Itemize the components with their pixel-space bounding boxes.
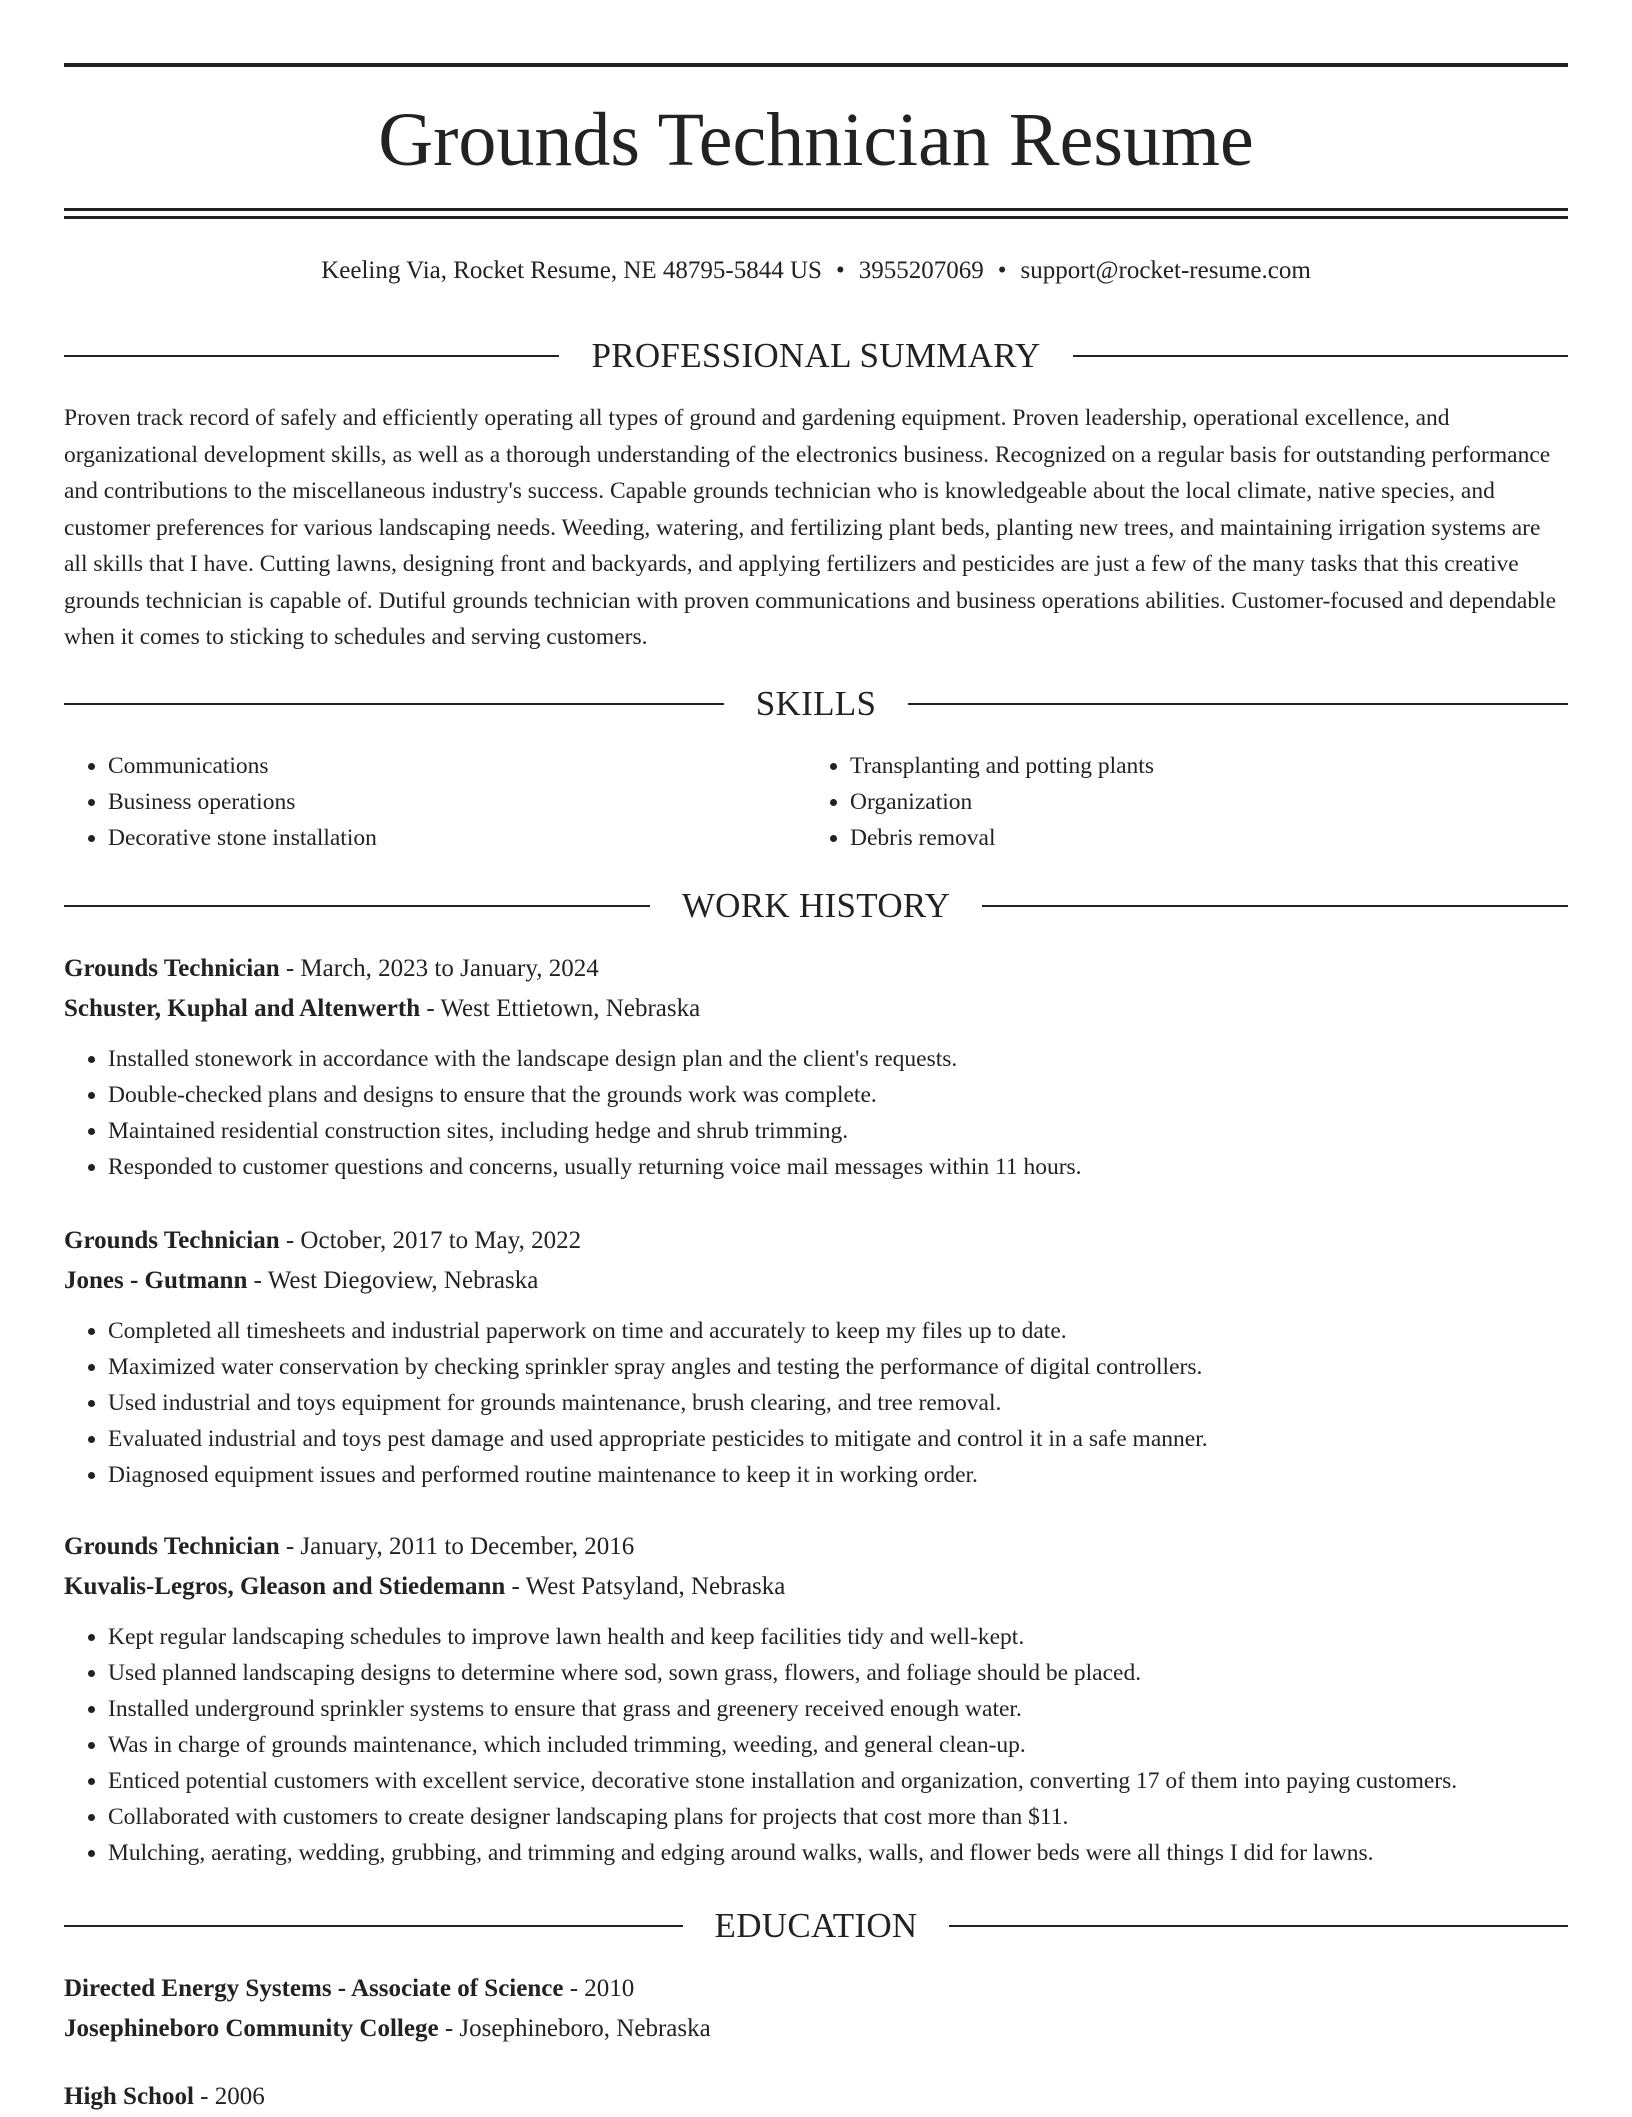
- summary-text: Proven track record of safely and efficiently operating all types of ground and gardening equipment. Proven leadership, operational excellence, and organizational development skills, as well as a thorough understanding of the electronics business. Recognized on a regular basis for outstanding performance and contributions to the miscellaneous industry's success. Capable grounds technician who is knowledgeable about the local climate, native species, and customer preferences for various landscaping needs. Weeding, watering, and fertilizing plant beds, planting new trees, and maintaining irrigation systems are all skills that I have. Cutting lawns, designing front and backyards, and applying fertilizers and pesticides are just a few of the many tasks that this creative grounds technician is capable of. Dutiful grounds technician with proven communications and business operations abilities. Customer-focused and dependable when it comes to sticking to schedules and serving customers.: [64, 405, 1557, 650]
- job-bullets: [64, 1313, 1568, 1493]
- job-company: Jones - Gutmann: [64, 1267, 248, 1294]
- resume-title: Grounds Technician Resume: [378, 98, 1254, 182]
- job-entry: [64, 949, 1568, 1185]
- job-entry: [64, 1221, 1568, 1493]
- section-rule-left: [64, 1925, 683, 1927]
- contact-separator: •: [997, 257, 1007, 284]
- job-bullet: • Installed underground sprinkler systems to ensure that grass and greenery received enough water.: [108, 1691, 1568, 1727]
- skill-item: • Communications: [108, 748, 806, 784]
- skill-item: • Decorative stone installation: [108, 820, 806, 856]
- contact-separator: •: [835, 257, 845, 284]
- section-title: EDUCATION: [714, 1906, 918, 1945]
- job-title-line: [64, 1527, 1568, 1567]
- contact-email: support@rocket-resume.com: [1020, 257, 1311, 284]
- job-bullet: • Was in charge of grounds maintenance, which included trimming, weeding, and general clean-up.: [108, 1727, 1568, 1763]
- job-bullet: • Enticed potential customers with excellent service, decorative stone installation and organization, converting 17 of them into paying customers.: [108, 1763, 1568, 1799]
- contact-address: Keeling Via, Rocket Resume, NE 48795-5844 US: [321, 257, 822, 284]
- education-degree-line: [64, 1969, 1568, 2009]
- job-bullet: • Kept regular landscaping schedules to improve lawn health and keep facilities tidy and well-kept.: [108, 1619, 1568, 1655]
- job-bullet: • Double-checked plans and designs to ensure that the grounds work was complete.: [108, 1077, 1568, 1113]
- job-location: - West Ettietown, Nebraska: [420, 995, 701, 1022]
- job-company: Kuvalis-Legros, Gleason and Stiedemann: [64, 1573, 506, 1600]
- section-header-education: [64, 1904, 1568, 1948]
- education-entry: [64, 2077, 1568, 2117]
- education-degree: Directed Energy Systems - Associate of Science: [64, 1975, 564, 2002]
- skill-item: • Transplanting and potting plants: [850, 748, 1568, 784]
- education-school: Josephineboro Community College: [64, 2015, 439, 2042]
- job-bullet: • Installed stonework in accordance with the landscape design plan and the client's requests.: [108, 1041, 1568, 1077]
- job-company: Schuster, Kuphal and Altenwerth: [64, 995, 421, 1022]
- section-rule-right: [908, 703, 1568, 705]
- education-year: - 2006: [193, 2083, 265, 2110]
- contact-phone: 3955207069: [858, 257, 984, 284]
- contact-line: [64, 254, 1568, 288]
- job-bullet: • Diagnosed equipment issues and performed routine maintenance to keep it in working order.: [108, 1457, 1568, 1493]
- job-company-line: [64, 1567, 1568, 1607]
- section-title: SKILLS: [755, 684, 877, 723]
- job-location: - West Diegoview, Nebraska: [247, 1267, 539, 1294]
- skills-column-left: [64, 748, 806, 856]
- job-bullet: • Used industrial and toys equipment for grounds maintenance, brush clearing, and tree removal.: [108, 1385, 1568, 1421]
- education-school-line: [64, 2009, 1568, 2049]
- job-bullet: • Completed all timesheets and industrial paperwork on time and accurately to keep my files up to date.: [108, 1313, 1568, 1349]
- title-rule-upper: [64, 208, 1568, 211]
- job-title-line: [64, 1221, 1568, 1261]
- job-bullets: [64, 1619, 1568, 1871]
- job-bullet: • Mulching, aerating, wedding, grubbing, and trimming and edging around walks, walls, and flower beds were all things I did for lawns.: [108, 1835, 1568, 1871]
- section-header-summary: [64, 334, 1568, 378]
- job-bullet: • Responded to customer questions and concerns, usually returning voice mail messages within 11 hours.: [108, 1149, 1568, 1185]
- job-dates: - March, 2023 to January, 2024: [279, 955, 599, 982]
- job-bullet: • Maximized water conservation by checking sprinkler spray angles and testing the performance of digital controllers.: [108, 1349, 1568, 1385]
- skills-column-right: [806, 748, 1568, 856]
- section-header-skills: [64, 682, 1568, 726]
- title-rule-lower: [64, 216, 1568, 219]
- skill-item: • Debris removal: [850, 820, 1568, 856]
- job-title: Grounds Technician: [64, 1227, 280, 1254]
- section-title: PROFESSIONAL SUMMARY: [591, 336, 1041, 375]
- skills-list: [64, 748, 1568, 856]
- job-title: Grounds Technician: [64, 955, 280, 982]
- job-dates: - January, 2011 to December, 2016: [279, 1533, 635, 1560]
- section-rule-right: [1073, 355, 1568, 357]
- skill-item: • Business operations: [108, 784, 806, 820]
- section-rule-left: [64, 355, 559, 357]
- top-rule: [64, 63, 1568, 67]
- job-company-line: [64, 989, 1568, 1029]
- education-degree: High School: [64, 2083, 194, 2110]
- education-entry: [64, 1969, 1568, 2049]
- job-bullet: • Evaluated industrial and toys pest damage and used appropriate pesticides to mitigate and control it in a safe manner.: [108, 1421, 1568, 1457]
- education-location: - Josephineboro, Nebraska: [438, 2015, 711, 2042]
- education-year: - 2010: [563, 1975, 635, 2002]
- section-rule-left: [64, 905, 650, 907]
- education-degree-line: [64, 2077, 1568, 2117]
- section-rule-right: [949, 1925, 1568, 1927]
- job-bullet: • Collaborated with customers to create designer landscaping plans for projects that cost more than $11.: [108, 1799, 1568, 1835]
- job-bullet: • Used planned landscaping designs to determine where sod, sown grass, flowers, and foliage should be placed.: [108, 1655, 1568, 1691]
- job-title: Grounds Technician: [64, 1533, 280, 1560]
- section-title: WORK HISTORY: [681, 886, 951, 925]
- job-title-line: [64, 949, 1568, 989]
- job-dates: - October, 2017 to May, 2022: [279, 1227, 582, 1254]
- job-bullets: [64, 1041, 1568, 1185]
- job-company-line: [64, 1261, 1568, 1301]
- section-rule-left: [64, 703, 724, 705]
- job-bullet: • Maintained residential construction sites, including hedge and shrub trimming.: [108, 1113, 1568, 1149]
- skill-item: • Organization: [850, 784, 1568, 820]
- job-location: - West Patsyland, Nebraska: [505, 1573, 786, 1600]
- section-rule-right: [982, 905, 1568, 907]
- section-header-work-history: [64, 884, 1568, 928]
- job-entry: [64, 1527, 1568, 1871]
